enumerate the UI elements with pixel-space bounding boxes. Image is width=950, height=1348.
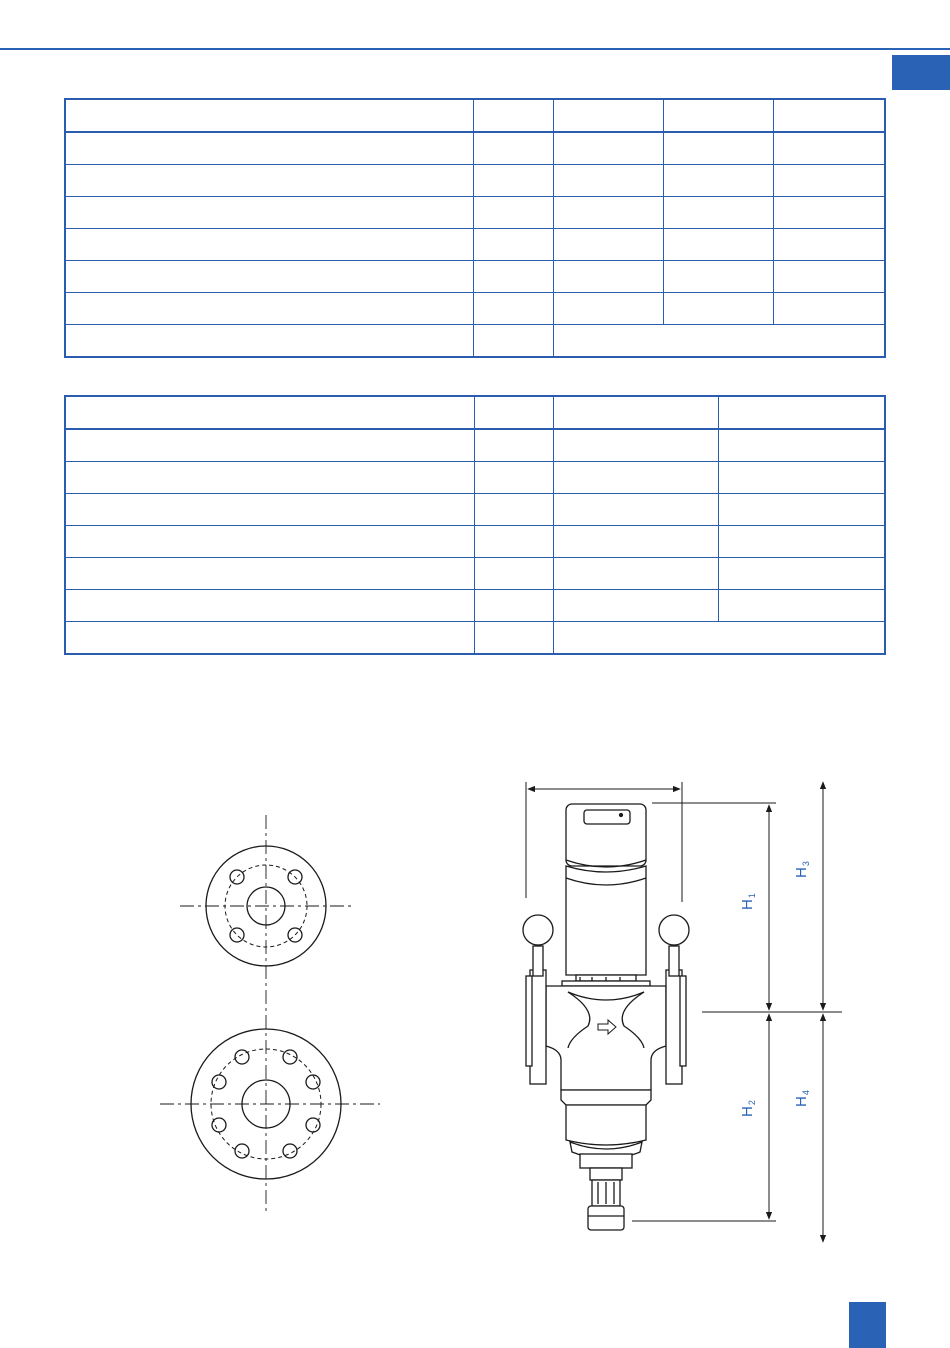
dimension-label-h1: $H_1$ [739, 893, 757, 910]
dimension-label-h2: $H_2$ [739, 1100, 757, 1117]
valve-side-view [523, 804, 689, 1230]
dimension-label-h3: $H_3$ [793, 861, 811, 878]
page-number-tab [849, 1302, 886, 1348]
flange-large-drawing [160, 1029, 380, 1179]
dimension-label-h4: $H_4$ [793, 1090, 811, 1107]
